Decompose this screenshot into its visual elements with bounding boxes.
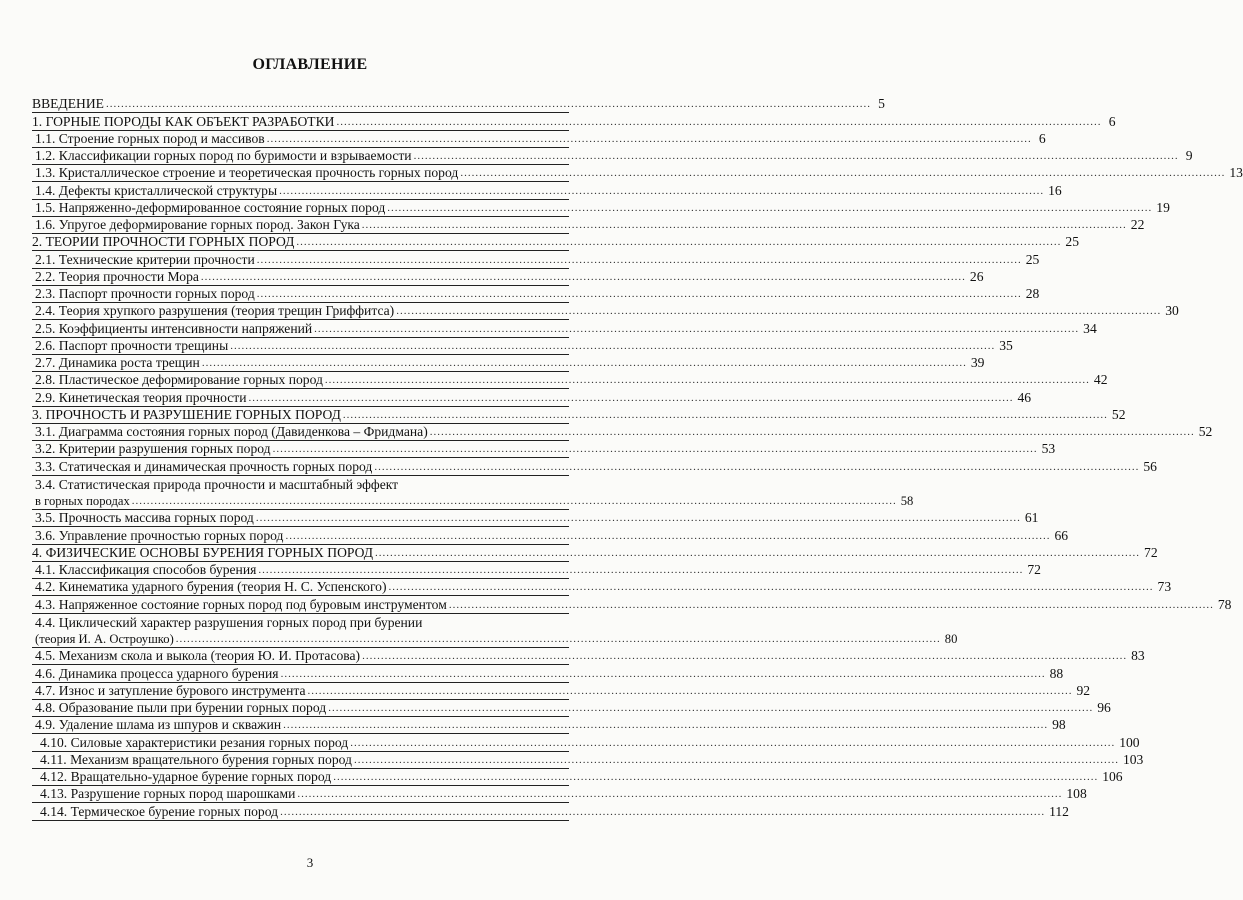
toc-entry-title: ВВЕДЕНИЕ bbox=[32, 96, 104, 112]
toc-entry-page: 52 bbox=[1198, 424, 1213, 439]
toc-entry-title: 2.1. Технические критерии прочности bbox=[35, 251, 255, 267]
toc-entry-page: 100 bbox=[1119, 734, 1140, 750]
toc-entry bbox=[32, 165, 1243, 182]
toc-entry-page: 25 bbox=[1025, 251, 1040, 267]
toc-entry-page: 72 bbox=[1027, 562, 1041, 577]
toc-entry-page: 22 bbox=[1130, 217, 1145, 232]
toc-entry-title: 3.2. Критерии разрушения горных пород bbox=[35, 441, 271, 457]
toc-entry-page: 6 bbox=[1108, 113, 1116, 129]
toc-entry bbox=[32, 751, 1144, 769]
toc-entry-title: 4.1. Классификация способов бурения bbox=[35, 562, 257, 577]
toc-entry-page: 56 bbox=[1143, 458, 1157, 474]
toc-entry-title: 2. ТЕОРИИ ПРОЧНОСТИ ГОРНЫХ ПОРОД bbox=[32, 234, 295, 250]
toc-entry bbox=[32, 786, 1087, 803]
toc-dot-leader bbox=[306, 682, 1075, 699]
toc-entry bbox=[32, 268, 984, 286]
toc-dot-leader bbox=[341, 406, 1110, 423]
table-of-contents bbox=[32, 96, 1243, 821]
toc-entry-title: 3.3. Статическая и динамическая прочность горных пород bbox=[35, 458, 373, 474]
toc-entry-title: 3.1. Диаграмма состояния горных пород (Давиденкова – Фридмана) bbox=[35, 424, 428, 439]
toc-entry-page: 98 bbox=[1052, 717, 1066, 733]
toc-entry-page: 9 bbox=[1185, 148, 1193, 163]
toc-entry bbox=[32, 648, 1145, 665]
toc-entry-page: 5 bbox=[878, 96, 885, 112]
toc-entry-title: 4.13. Разрушение горных пород шарошками bbox=[40, 786, 296, 802]
toc-entry bbox=[32, 355, 985, 372]
toc-entry-page: 61 bbox=[1024, 510, 1039, 526]
toc-entry bbox=[32, 510, 1039, 527]
toc-dot-leader bbox=[247, 389, 1016, 406]
toc-dot-leader bbox=[385, 199, 1154, 216]
toc-entry bbox=[32, 389, 1032, 406]
toc-dot-leader bbox=[323, 371, 1092, 388]
toc-dot-leader bbox=[254, 509, 1023, 526]
toc-dot-leader bbox=[295, 785, 1064, 802]
toc-entry-title: 4.11. Механизм вращательного бурения горных пород bbox=[40, 751, 352, 767]
toc-dot-leader bbox=[352, 751, 1121, 768]
toc-entry-title: 1.5. Напряженно-деформированное состояние горных пород bbox=[35, 199, 386, 215]
toc-entry bbox=[32, 700, 1111, 717]
toc-entry bbox=[32, 631, 958, 648]
toc-entry-title: 4.8. Образование пыли при бурении горных пород bbox=[35, 700, 327, 715]
toc-entry bbox=[32, 665, 1064, 682]
toc-dot-leader bbox=[334, 113, 1103, 130]
toc-dot-leader bbox=[271, 440, 1040, 457]
toc-entry-title: 2.9. Кинетическая теория прочности bbox=[35, 389, 247, 405]
toc-entry-title: 2.8. Пластическое деформирование горных пород bbox=[35, 372, 323, 388]
toc-entry-title: 2.5. Коэффициенты интенсивности напряжений bbox=[35, 320, 313, 336]
toc-entry-title: 1.1. Строение горных пород и массивов bbox=[35, 130, 265, 146]
toc-entry-page: 78 bbox=[1217, 596, 1232, 612]
toc-entry-page: 72 bbox=[1144, 544, 1158, 560]
toc-entry bbox=[32, 406, 1126, 424]
toc-entry bbox=[32, 113, 1116, 130]
toc-entry bbox=[32, 562, 1041, 579]
toc-entry-title: 4.12. Вращательно-ударное бурение горных пород bbox=[40, 769, 332, 784]
toc-entry-title: 2.6. Паспорт прочности трещины bbox=[35, 337, 229, 353]
toc-entry bbox=[32, 286, 1040, 303]
toc-entry-title: 2.7. Динамика роста трещин bbox=[35, 355, 200, 370]
toc-entry-page: 92 bbox=[1076, 682, 1091, 698]
toc-entry bbox=[32, 734, 1140, 751]
toc-entry-title: 1. ГОРНЫЕ ПОРОДЫ КАК ОБЪЕКТ РАЗРАБОТКИ bbox=[32, 113, 335, 129]
toc-entry-title: 4.6. Динамика процесса ударного бурения bbox=[35, 665, 279, 681]
toc-entry bbox=[32, 217, 1145, 234]
toc-entry bbox=[32, 803, 1069, 820]
toc-dot-leader bbox=[326, 699, 1095, 716]
toc-entry bbox=[32, 424, 1213, 441]
toc-dot-leader bbox=[394, 302, 1163, 319]
toc-entry-page: 42 bbox=[1093, 372, 1108, 388]
toc-entry-title: 3. ПРОЧНОСТЬ И РАЗРУШЕНИЕ ГОРНЫХ ПОРОД bbox=[32, 406, 341, 422]
toc-entry-title: в горных породах bbox=[35, 494, 130, 508]
toc-entry bbox=[32, 682, 1091, 700]
toc-entry-page: 39 bbox=[970, 355, 985, 370]
toc-entry-title: (теория И. А. Остроушко) bbox=[35, 632, 174, 646]
toc-entry-title: 1.3. Кристаллическое строение и теоретическая прочность горных пород bbox=[35, 165, 459, 181]
toc-entry-title: 2.4. Теория хрупкого разрушения (теория трещин Гриффитса) bbox=[35, 303, 395, 319]
toc-entry-page: 106 bbox=[1102, 769, 1123, 784]
toc-entry-page: 52 bbox=[1111, 406, 1126, 422]
toc-dot-leader bbox=[294, 233, 1063, 250]
toc-entry-title: 4.10. Силовые характеристики резания горных пород bbox=[40, 734, 349, 750]
toc-entry-title: 3.5. Прочность массива горных пород bbox=[35, 510, 254, 526]
toc-entry-page: 46 bbox=[1017, 389, 1032, 405]
toc-entry bbox=[32, 337, 1013, 355]
toc-entry-title: 4.3. Напряженное состояние горных пород под буровым инструментом bbox=[35, 596, 447, 612]
toc-entry-page: 13 bbox=[1229, 165, 1243, 181]
toc-entry-page: 108 bbox=[1066, 786, 1087, 802]
toc-entry-title: 4.14. Термическое бурение горных пород bbox=[40, 803, 279, 819]
toc-dot-leader bbox=[372, 458, 1141, 475]
toc-dot-leader bbox=[200, 354, 969, 371]
toc-entry-page: 112 bbox=[1049, 803, 1069, 819]
toc-entry bbox=[32, 372, 1108, 389]
toc-entry-page: 96 bbox=[1097, 700, 1111, 715]
toc-entry bbox=[32, 96, 885, 113]
toc-entry bbox=[32, 234, 1080, 251]
page-title: ОГЛАВЛЕНИЕ bbox=[252, 56, 368, 73]
toc-entry-title: 4.2. Кинематика ударного бурения (теория Н. С. Успенского) bbox=[35, 579, 387, 595]
toc-dot-leader bbox=[447, 596, 1216, 613]
toc-dot-leader bbox=[199, 268, 968, 285]
toc-entry bbox=[32, 130, 1046, 148]
toc-entry-page: 16 bbox=[1048, 182, 1062, 198]
toc-entry-title: 1.2. Классификации горных пород по буримости и взрываемости bbox=[35, 148, 412, 163]
toc-entry-page: 25 bbox=[1065, 234, 1080, 250]
toc-dot-leader bbox=[331, 768, 1100, 785]
toc-dot-leader bbox=[360, 647, 1129, 664]
toc-entry-page: 88 bbox=[1049, 665, 1064, 681]
toc-dot-leader bbox=[130, 492, 899, 509]
toc-entry-title: 1.4. Дефекты кристаллической структуры bbox=[35, 182, 278, 198]
toc-dot-leader bbox=[373, 544, 1142, 561]
toc-entry-page: 103 bbox=[1122, 751, 1144, 767]
toc-entry bbox=[32, 251, 1040, 268]
toc-entry bbox=[32, 320, 1097, 337]
toc-dot-leader bbox=[312, 320, 1081, 337]
toc-entry-page: 83 bbox=[1131, 648, 1145, 664]
toc-entry bbox=[32, 596, 1232, 613]
toc-entry bbox=[32, 458, 1157, 475]
toc-entry-title: 4. ФИЗИЧЕСКИЕ ОСНОВЫ БУРЕНИЯ ГОРНЫХ ПОРОД bbox=[32, 544, 374, 560]
toc-dot-leader bbox=[278, 803, 1047, 820]
toc-dot-leader bbox=[277, 182, 1046, 199]
toc-dot-leader bbox=[255, 285, 1024, 302]
toc-dot-leader bbox=[174, 630, 943, 647]
toc-entry bbox=[32, 441, 1056, 458]
toc-entry bbox=[32, 303, 1179, 320]
toc-dot-leader bbox=[348, 734, 1117, 751]
toc-entry-page: 80 bbox=[944, 632, 958, 646]
toc-dot-leader bbox=[104, 95, 873, 112]
toc-dot-leader bbox=[458, 164, 1227, 181]
toc-entry bbox=[32, 717, 1066, 734]
toc-dot-leader bbox=[228, 337, 997, 354]
toc-entry-page: 73 bbox=[1157, 579, 1172, 595]
toc-entry bbox=[32, 199, 1170, 217]
toc-dot-leader bbox=[265, 130, 1034, 147]
toc-entry-page: 28 bbox=[1025, 286, 1040, 301]
toc-entry bbox=[32, 148, 1193, 165]
toc-entry bbox=[32, 614, 569, 631]
toc-dot-leader bbox=[412, 147, 1181, 164]
toc-dot-leader bbox=[428, 423, 1197, 440]
toc-entry-page: 6 bbox=[1038, 130, 1046, 146]
toc-entry-title: 3.4. Статистическая природа прочности и масштабный эффект bbox=[35, 476, 399, 492]
toc-entry-title: 4.4. Циклический характер разрушения горных пород при бурении bbox=[35, 614, 423, 630]
page-number: 3 bbox=[306, 855, 314, 870]
toc-entry bbox=[32, 493, 914, 510]
toc-entry bbox=[32, 476, 569, 493]
toc-entry-title: 4.9. Удаление шлама из шпуров и скважин bbox=[35, 717, 282, 733]
toc-dot-leader bbox=[387, 578, 1156, 595]
toc-entry bbox=[32, 769, 1123, 786]
toc-dot-leader bbox=[279, 665, 1048, 682]
toc-entry bbox=[32, 579, 1172, 596]
toc-entry-title: 4.7. Износ и затупление бурового инструмента bbox=[35, 682, 306, 698]
toc-entry-page: 35 bbox=[999, 337, 1013, 353]
toc-entry-page: 53 bbox=[1041, 441, 1056, 457]
toc-dot-leader bbox=[281, 716, 1050, 733]
toc-entry-title: 2.2. Теория прочности Мора bbox=[35, 268, 199, 284]
toc-entry-title: 2.3. Паспорт прочности горных пород bbox=[35, 286, 255, 301]
toc-entry-page: 26 bbox=[969, 268, 984, 284]
toc-entry bbox=[32, 182, 1062, 199]
toc-entry-page: 34 bbox=[1083, 320, 1097, 336]
toc-entry-title: 3.6. Управление прочностью горных пород bbox=[35, 527, 284, 543]
toc-entry-page: 30 bbox=[1165, 303, 1179, 319]
toc-entry-page: 19 bbox=[1156, 199, 1170, 215]
toc-entry-title: 4.5. Механизм скола и выкола (теория Ю. И. Протасова) bbox=[35, 648, 361, 664]
toc-entry bbox=[32, 527, 1069, 544]
toc-dot-leader bbox=[283, 527, 1052, 544]
toc-entry bbox=[32, 544, 1158, 562]
toc-entry-page: 66 bbox=[1054, 527, 1069, 543]
toc-dot-leader bbox=[256, 561, 1025, 578]
toc-dot-leader bbox=[255, 251, 1024, 268]
toc-dot-leader bbox=[360, 216, 1129, 233]
toc-entry-page: 58 bbox=[900, 494, 914, 508]
toc-entry-title: 1.6. Упругое деформирование горных пород. Закон Гука bbox=[35, 217, 360, 232]
